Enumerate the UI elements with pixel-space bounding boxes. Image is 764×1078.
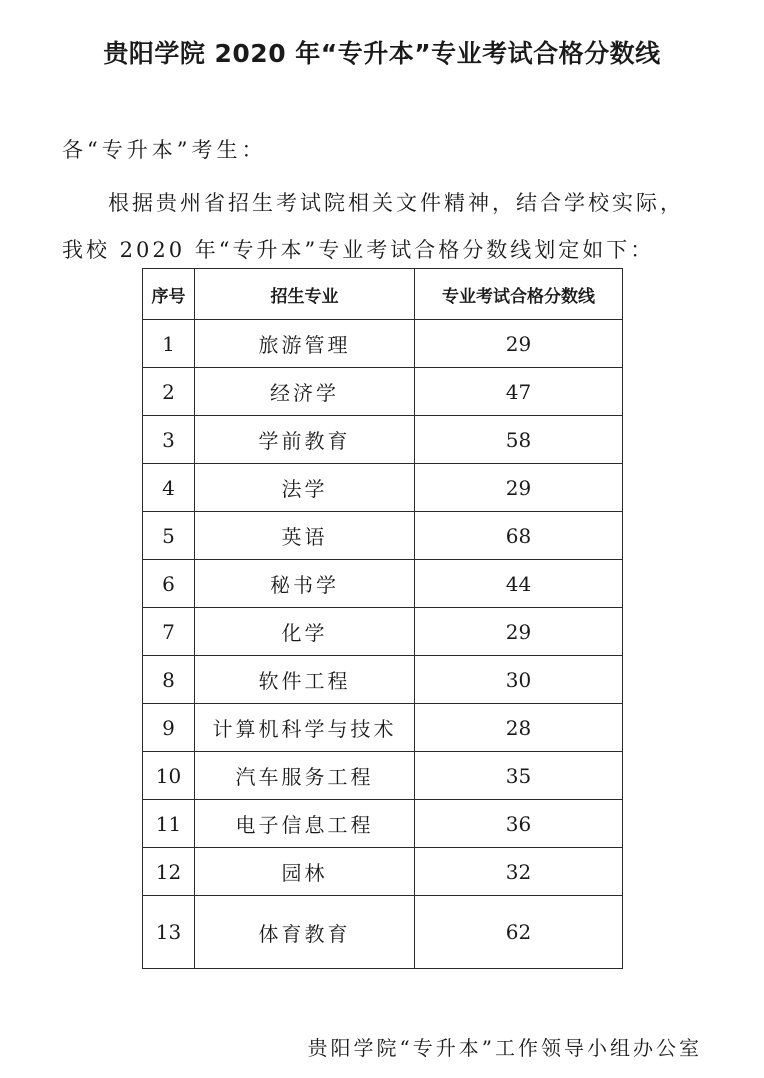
row-number: 11 <box>143 800 195 848</box>
row-major: 经济学 <box>195 368 415 416</box>
table-row <box>143 800 623 848</box>
row-number: 10 <box>143 752 195 800</box>
row-score: 47 <box>415 368 623 416</box>
row-number: 6 <box>143 560 195 608</box>
table-row <box>143 608 623 656</box>
row-number: 12 <box>143 848 195 896</box>
row-number: 1 <box>143 320 195 368</box>
header-major: 招生专业 <box>195 269 415 320</box>
row-score: 30 <box>415 656 623 704</box>
row-major: 英语 <box>195 512 415 560</box>
table-row <box>143 320 623 368</box>
salutation: 各“专升本”考生： <box>62 138 267 162</box>
row-major: 软件工程 <box>195 656 415 704</box>
row-number: 7 <box>143 608 195 656</box>
document-title: 贵阳学院 2020 年“专升本”专业考试合格分数线 <box>103 39 661 68</box>
row-major: 旅游管理 <box>195 320 415 368</box>
table-row <box>143 656 623 704</box>
table-row <box>143 416 623 464</box>
row-major: 园林 <box>195 848 415 896</box>
row-major: 体育教育 <box>195 896 415 969</box>
row-number: 2 <box>143 368 195 416</box>
row-score: 36 <box>415 800 623 848</box>
row-number: 13 <box>143 896 195 969</box>
row-number: 3 <box>143 416 195 464</box>
table-row <box>143 368 623 416</box>
row-major: 化学 <box>195 608 415 656</box>
table-row <box>143 464 623 512</box>
row-score: 68 <box>415 512 623 560</box>
row-major: 电子信息工程 <box>195 800 415 848</box>
body-paragraph: 根据贵州省招生考试院相关文件精神，结合学校实际，我校 2020 年“专升本”专业考试合格分数线划定如下： <box>62 191 684 262</box>
score-table <box>142 268 623 969</box>
row-number: 4 <box>143 464 195 512</box>
table-row <box>143 560 623 608</box>
row-major: 法学 <box>195 464 415 512</box>
row-score: 32 <box>415 848 623 896</box>
row-major: 计算机科学与技术 <box>195 704 415 752</box>
row-number: 8 <box>143 656 195 704</box>
row-score: 29 <box>415 608 623 656</box>
row-major: 秘书学 <box>195 560 415 608</box>
signature: 贵阳学院“专升本”工作领导小组办公室 <box>307 1036 702 1060</box>
header-score: 专业考试合格分数线 <box>415 269 623 320</box>
table-row <box>143 752 623 800</box>
table-row <box>143 896 623 969</box>
row-score: 62 <box>415 896 623 969</box>
row-number: 5 <box>143 512 195 560</box>
table-header-row <box>143 269 623 320</box>
row-score: 58 <box>415 416 623 464</box>
row-score: 28 <box>415 704 623 752</box>
row-number: 9 <box>143 704 195 752</box>
row-score: 29 <box>415 320 623 368</box>
table-row <box>143 704 623 752</box>
row-score: 35 <box>415 752 623 800</box>
table-row <box>143 512 623 560</box>
row-score: 29 <box>415 464 623 512</box>
row-score: 44 <box>415 560 623 608</box>
row-major: 汽车服务工程 <box>195 752 415 800</box>
row-major: 学前教育 <box>195 416 415 464</box>
table-row <box>143 848 623 896</box>
header-number: 序号 <box>143 269 195 320</box>
